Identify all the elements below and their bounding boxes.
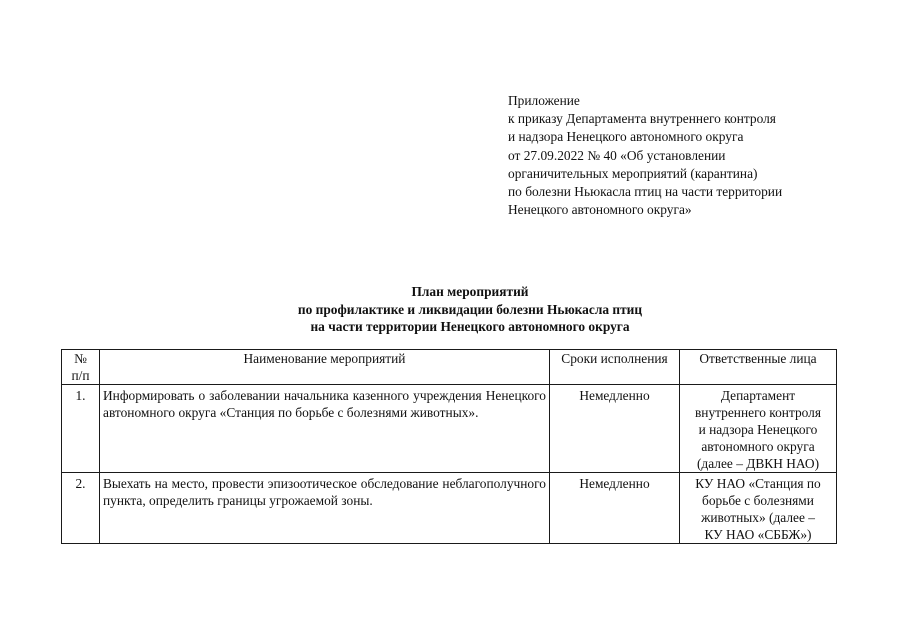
table-header-row — [62, 350, 837, 385]
responsible-line: Департамент — [720, 388, 796, 403]
row-number: 2. — [62, 473, 100, 544]
responsible-line: автономного округа — [701, 439, 815, 454]
row-deadline: Немедленно — [550, 385, 680, 473]
responsible-line: животных» (далее – — [701, 510, 815, 525]
table-row — [62, 473, 837, 544]
plan-title-line: на части территории Ненецкого автономного округа — [310, 319, 630, 334]
row-responsible — [680, 473, 837, 544]
header-time: Сроки исполнения — [550, 350, 680, 385]
appendix-line: Ненецкого автономного округа» — [508, 202, 692, 218]
row-measure: Выехать на место, провести эпизоотическое обследование неблагополучного пункта, определить границы угрожаемой зоны. — [100, 473, 550, 544]
row-deadline: Немедленно — [550, 473, 680, 544]
plan-title-line: План мероприятий — [411, 284, 529, 299]
responsible-line: КУ НАО «СББЖ») — [704, 527, 812, 542]
appendix-line: органичительных мероприятий (карантина) — [508, 165, 758, 181]
header-num — [62, 350, 100, 385]
measures-table — [61, 349, 837, 544]
row-measure: Информировать о заболевании начальника казенного учреждения Ненецкого автономного округа «Станция по борьбе с болезнями животных». — [100, 385, 550, 473]
row-number: 1. — [62, 385, 100, 473]
header-responsible: Ответственные лица — [680, 350, 837, 385]
responsible-line: КУ НАО «Станция по — [695, 476, 821, 491]
responsible-line: внутреннего контроля — [694, 405, 822, 420]
appendix-header — [508, 92, 868, 219]
appendix-line: к приказу Департамента внутреннего контроля — [508, 111, 776, 127]
row-responsible — [680, 385, 837, 473]
appendix-line: по болезни Ньюкасла птиц на части территории — [508, 184, 783, 200]
plan-title — [200, 283, 740, 336]
appendix-line: Приложение — [508, 93, 580, 108]
appendix-line: от 27.09.2022 № 40 «Об установлении — [508, 147, 726, 163]
header-num-symbol: № — [74, 351, 87, 366]
table-row — [62, 385, 837, 473]
plan-title-line: по профилактике и ликвидации болезни Ньюкасла птиц — [297, 301, 643, 317]
responsible-line: и надзора Ненецкого — [698, 422, 818, 437]
responsible-line: (далее – ДВКН НАО) — [696, 456, 820, 471]
header-name: Наименование мероприятий — [100, 350, 550, 385]
header-num-pp: п/п — [71, 368, 90, 383]
appendix-line: и надзора Ненецкого автономного округа — [508, 129, 744, 145]
responsible-line: борьбе с болезнями — [702, 493, 814, 508]
